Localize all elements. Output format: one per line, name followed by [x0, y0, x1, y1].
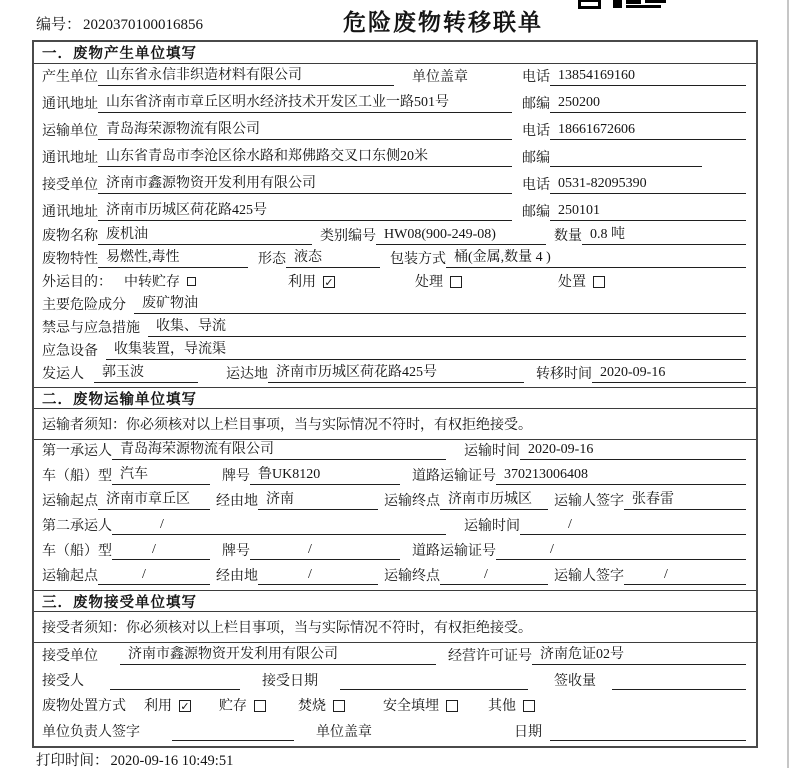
section1-header: 一．废物产生单位填写 — [34, 42, 756, 64]
checkbox-unchecked — [593, 276, 605, 288]
origin-label: 运输起点 — [42, 494, 98, 509]
hazard-component-label: 主要危险成分 — [42, 298, 126, 313]
via2-label: 经由地 — [216, 569, 258, 584]
terminus-value: 济南市历城区 — [440, 491, 548, 510]
waste-name-label: 废物名称 — [42, 229, 98, 244]
category-code-label: 类别编号 — [320, 229, 376, 244]
license-label: 经营许可证号 — [448, 649, 532, 664]
packing-label: 包装方式 — [390, 252, 446, 267]
transporter-address-label: 通讯地址 — [42, 151, 98, 166]
transport-time2-label: 运输时间 — [464, 519, 520, 534]
taboo-measures-label: 禁忌与应急措施 — [42, 321, 140, 336]
transfer-time-value: 2020-09-16 — [592, 364, 746, 383]
option-label: 安全填埋 — [383, 699, 439, 714]
option-label: 处置 — [558, 275, 586, 290]
disposal-option-landfill — [383, 698, 458, 715]
road-permit2-value: / — [496, 541, 746, 560]
plate2-label: 牌号 — [222, 544, 250, 559]
checkbox-checked: ✓ — [324, 276, 334, 289]
quantity-label: 数量 — [554, 229, 582, 244]
vehicle-type-value: 汽车 — [112, 466, 210, 485]
plate-label: 牌号 — [222, 469, 250, 484]
transporter-unit-value: 青岛海荣源物流有限公司 — [98, 121, 512, 140]
producer-address-value: 山东省济南市章丘区明水经济技术开发区工业一路501号 — [98, 94, 512, 113]
section3-header: 三．废物接受单位填写 — [34, 590, 756, 612]
disposal-option-recycle — [144, 698, 191, 715]
shipper-value: 郭玉波 — [94, 364, 198, 383]
producer-address-label: 通讯地址 — [42, 97, 98, 112]
checkbox-unchecked — [523, 700, 535, 712]
row-transport-purpose — [34, 272, 756, 295]
option-label: 其他 — [488, 699, 516, 714]
receiver-unit-value: 济南市鑫源物资开发利用有限公司 — [98, 175, 512, 194]
terminus2-label: 运输终点 — [384, 569, 440, 584]
carrier-sign2-value: / — [624, 566, 746, 585]
quantity-value: 0.8 吨 — [582, 226, 746, 245]
receive-date-label: 接受日期 — [262, 674, 318, 689]
section2-header: 二．废物运输单位填写 — [34, 387, 756, 409]
receive-unit-label: 接受单位 — [42, 649, 98, 664]
packing-value: 桶(金属,数量 4 ) — [446, 249, 746, 268]
waste-character-value: 易燃性,毒性 — [98, 249, 248, 268]
row-receiver-unit — [34, 172, 756, 199]
transporter-notice: 运输者须知：你必须核对以上栏目事项，当与实际情况不符时，有权拒绝接受。 — [34, 409, 756, 440]
transporter-address-value: 山东省青岛市李沧区徐水路和郑佛路交叉口东侧20米 — [98, 148, 512, 167]
first-carrier-label: 第一承运人 — [42, 444, 112, 459]
option-label: 利用 — [144, 699, 172, 714]
row-waste-name — [34, 226, 756, 249]
checkbox-unchecked — [254, 700, 266, 712]
emergency-equipment-label: 应急设备 — [42, 344, 98, 359]
via2-value: / — [258, 566, 378, 585]
transport-time-value: 2020-09-16 — [520, 441, 746, 460]
option-label: 贮存 — [219, 699, 247, 714]
producer-zip-value: 250200 — [550, 94, 746, 113]
row-first-carrier — [34, 440, 756, 465]
producer-phone-value: 13854169160 — [550, 67, 746, 86]
receiver-address-value: 济南市历城区荷花路425号 — [98, 202, 512, 221]
row-second-carrier — [34, 515, 756, 540]
row-vehicle-2 — [34, 540, 756, 565]
receiver-notice: 接受者须知：你必须核对以上栏目事项，当与实际情况不符时，有权拒绝接受。 — [34, 612, 756, 643]
row-shipper — [34, 364, 756, 387]
road-permit-label: 道路运输证号 — [412, 469, 496, 484]
transporter-zip-value — [550, 151, 702, 167]
disposal-option-storage — [219, 698, 266, 715]
road-permit-value: 370213006408 — [496, 466, 746, 485]
receiver-address-label: 通讯地址 — [42, 205, 98, 220]
terminus-label: 运输终点 — [384, 494, 440, 509]
receive-unit-value: 济南市鑫源物资开发利用有限公司 — [120, 646, 436, 665]
via-label: 经由地 — [216, 494, 258, 509]
transporter-zip-label: 邮编 — [522, 151, 550, 166]
shipper-label: 发运人 — [42, 367, 84, 382]
destination-label: 运达地 — [226, 367, 268, 382]
checkbox-unchecked — [333, 700, 345, 712]
carrier-sign2-label: 运输人签字 — [554, 569, 624, 584]
option-label: 处理 — [415, 275, 443, 290]
second-carrier-label: 第二承运人 — [42, 519, 112, 534]
destination-value: 济南市历城区荷花路425号 — [268, 364, 524, 383]
transport-time-label: 运输时间 — [464, 444, 520, 459]
receive-person-value — [110, 674, 240, 690]
first-carrier-value: 青岛海荣源物流有限公司 — [112, 441, 446, 460]
producer-phone-label: 电话 — [522, 70, 550, 85]
checkbox-unchecked — [187, 277, 196, 286]
checkbox-checked: ✓ — [180, 700, 190, 713]
carrier-sign-label: 运输人签字 — [554, 494, 624, 509]
print-time-value: 2020-09-16 10:49:51 — [110, 753, 234, 769]
received-amount-label: 签收量 — [554, 674, 596, 689]
page-edge-line — [787, 0, 789, 768]
origin-value: 济南市章丘区 — [98, 491, 210, 510]
qr-code-fragment — [578, 0, 670, 10]
checkbox-unchecked — [450, 276, 462, 288]
row-transporter-address — [34, 145, 756, 172]
option-label: 中转贮存 — [124, 275, 180, 290]
row-waste-character — [34, 249, 756, 272]
origin2-label: 运输起点 — [42, 569, 98, 584]
receiver-phone-label: 电话 — [522, 178, 550, 193]
receive-date-value — [340, 674, 528, 690]
received-amount-value — [612, 674, 746, 690]
transport-purpose-label: 外运目的： — [42, 275, 112, 290]
vehicle-type-label: 车（船）型 — [42, 469, 112, 484]
license-value: 济南危证02号 — [532, 646, 746, 665]
seal-date-value — [550, 725, 746, 741]
transporter-unit-label: 运输单位 — [42, 124, 98, 139]
vehicle-type2-label: 车（船）型 — [42, 544, 112, 559]
hazard-component-value: 废矿物油 — [134, 295, 746, 314]
qr-block — [613, 0, 622, 8]
receiver-phone-value: 0531-82095390 — [550, 175, 746, 194]
transfer-time-label: 转移时间 — [536, 367, 592, 382]
row-producer-address — [34, 91, 756, 118]
doc-number-value: 2020370100016856 — [83, 17, 204, 33]
row-producer-unit — [34, 64, 756, 91]
transporter-phone-value: 18661672606 — [550, 121, 746, 140]
print-time-label: 打印时间： — [36, 753, 109, 769]
transporter-phone-label: 电话 — [522, 124, 550, 139]
row-vehicle-1 — [34, 465, 756, 490]
page-title: 危险废物转移联单 — [343, 9, 543, 35]
purpose-option-dispose — [558, 274, 605, 291]
producer-unit-value: 山东省永信非织造材料有限公司 — [98, 67, 394, 86]
row-route-1 — [34, 490, 756, 515]
checkbox-unchecked — [446, 700, 458, 712]
terminus2-value: / — [440, 566, 548, 585]
waste-name-value: 废机油 — [98, 226, 312, 245]
row-leader-signature — [34, 719, 756, 746]
road-permit2-label: 道路运输证号 — [412, 544, 496, 559]
doc-number-label: 编号： — [36, 17, 82, 33]
qr-block — [578, 0, 601, 9]
manifest-form-table — [32, 40, 758, 748]
leader-signature-value — [172, 725, 294, 741]
waste-form-label: 形态 — [258, 252, 286, 267]
transport-time2-value: / — [520, 516, 746, 535]
producer-zip-label: 邮编 — [522, 97, 550, 112]
purpose-option-transfer-storage — [124, 274, 196, 291]
receive-person-label: 接受人 — [42, 674, 84, 689]
producer-unit-label: 产生单位 — [42, 70, 98, 85]
seal-date-label: 日期 — [514, 725, 542, 740]
purpose-option-recycle — [288, 274, 335, 291]
category-code-value: HW08(900-249-08) — [376, 226, 546, 245]
qr-block — [645, 0, 666, 3]
waste-character-label: 废物特性 — [42, 252, 98, 267]
unit-seal-label: 单位盖章 — [412, 70, 468, 85]
taboo-measures-value: 收集、导流 — [148, 318, 746, 337]
disposal-option-incinerate — [298, 698, 345, 715]
receiver-zip-value: 250101 — [550, 202, 746, 221]
option-label: 利用 — [288, 275, 316, 290]
leader-signature-label: 单位负责人签字 — [42, 725, 140, 740]
carrier-sign-value: 张春雷 — [624, 491, 746, 510]
receiver-zip-label: 邮编 — [522, 205, 550, 220]
option-label: 焚烧 — [298, 699, 326, 714]
waste-form-value: 液态 — [286, 249, 380, 268]
unit-seal2-label: 单位盖章 — [316, 725, 372, 740]
row-route-2 — [34, 565, 756, 590]
qr-block — [626, 0, 641, 4]
via-value: 济南 — [258, 491, 378, 510]
purpose-option-treat — [415, 274, 462, 291]
qr-block — [626, 5, 661, 8]
disposal-method-label: 废物处置方式 — [42, 699, 126, 714]
print-time — [36, 749, 235, 770]
plate-value: 鲁UK8120 — [250, 466, 400, 485]
origin2-value: / — [98, 566, 210, 585]
row-emergency-equipment — [34, 341, 756, 364]
second-carrier-value: / — [112, 516, 446, 535]
row-taboo-measures — [34, 318, 756, 341]
disposal-option-other — [488, 698, 535, 715]
vehicle-type2-value: / — [112, 541, 210, 560]
plate2-value: / — [250, 541, 400, 560]
row-receive-person — [34, 670, 756, 695]
row-receiver-address — [34, 199, 756, 226]
receiver-unit-label: 接受单位 — [42, 178, 98, 193]
row-hazard-component — [34, 295, 756, 318]
row-disposal-method — [34, 695, 756, 719]
row-transporter-unit — [34, 118, 756, 145]
emergency-equipment-value: 收集装置，导流渠 — [106, 341, 746, 360]
row-receive-unit — [34, 643, 756, 670]
